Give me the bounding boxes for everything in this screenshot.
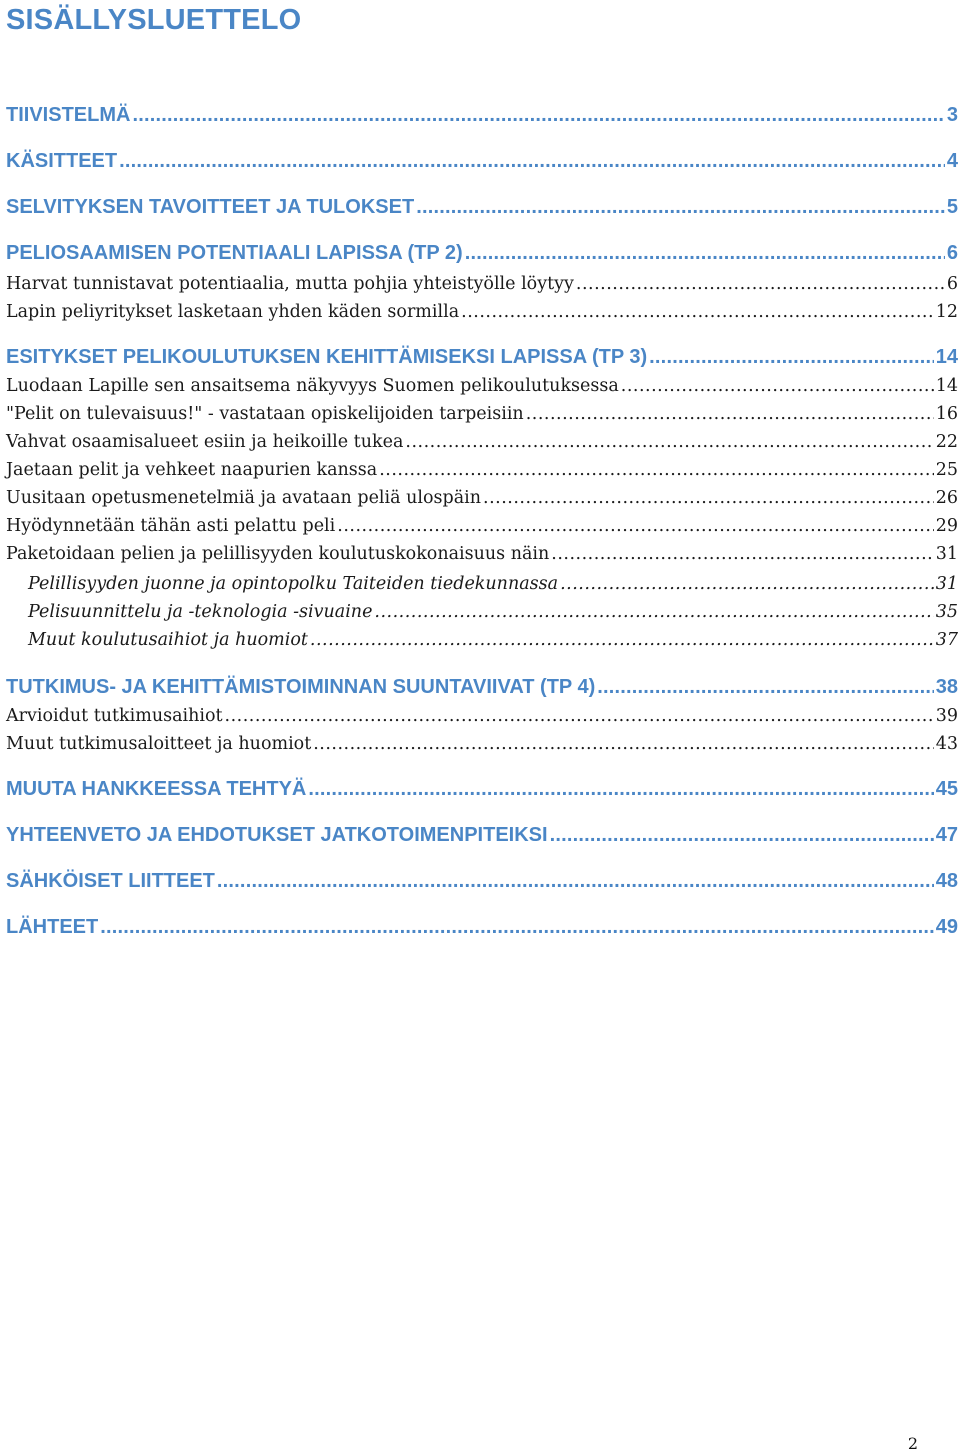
dot-leader [374, 602, 933, 622]
page-title: SISÄLLYSLUETTELO [6, 4, 302, 36]
dot-leader [310, 630, 934, 650]
toc-entry[interactable] [6, 460, 958, 480]
dot-leader [100, 916, 934, 939]
toc-entry-page: 3 [946, 104, 958, 126]
toc-entry[interactable] [6, 104, 958, 127]
toc-entry[interactable] [6, 630, 958, 650]
toc-entry[interactable] [6, 824, 958, 847]
dot-leader [597, 676, 934, 699]
toc-entry[interactable] [6, 516, 958, 536]
toc-entry-page: 29 [935, 516, 958, 536]
toc-entry-label: MUUTA HANKKEESSA TEHTYÄ [6, 778, 307, 800]
toc-entry-label: Jaetaan pelit ja vehkeet naapurien kanssa [6, 460, 378, 480]
toc-entry-label: Paketoidaan pelien ja pelillisyyden koulutuskokonaisuus näin [6, 544, 550, 564]
toc-entry-label: Hyödynnetään tähän asti pelattu peli [6, 516, 336, 536]
toc-entry[interactable] [6, 274, 958, 294]
dot-leader [132, 104, 944, 127]
dot-leader [225, 706, 934, 726]
toc-entry[interactable] [6, 544, 958, 564]
toc-entry-page: 43 [935, 734, 958, 754]
toc-entry[interactable] [6, 302, 958, 322]
toc-entry-label: LÄHTEET [6, 916, 99, 938]
toc-entry-label: TIIVISTELMÄ [6, 104, 131, 126]
toc-entry-page: 38 [935, 676, 958, 698]
dot-leader [551, 544, 933, 564]
toc-entry-label: SELVITYKSEN TAVOITTEET JA TULOKSET [6, 196, 415, 218]
toc-entry[interactable] [6, 778, 958, 801]
toc-entry-label: SÄHKÖISET LIITTEET [6, 870, 215, 892]
dot-leader [465, 242, 945, 265]
dot-leader [313, 734, 933, 754]
toc-entry-label: Uusitaan opetusmenetelmiä ja avataan peliä ulospäin [6, 488, 482, 508]
toc-entry-label: TUTKIMUS- JA KEHITTÄMISTOIMINNAN SUUNTAVIIVAT (TP 4) [6, 676, 596, 698]
dot-leader [379, 460, 934, 480]
toc-entry-page: 5 [946, 196, 958, 218]
toc-entry-page: 14 [935, 376, 958, 396]
toc-entry[interactable] [6, 574, 958, 594]
dot-leader [560, 574, 934, 594]
toc-entry-label: PELIOSAAMISEN POTENTIAALI LAPISSA (TP 2) [6, 242, 463, 264]
toc-entry[interactable] [6, 150, 958, 173]
toc-entry-label: Harvat tunnistavat potentiaalia, mutta pohjia yhteistyölle löytyy [6, 274, 574, 294]
toc-entry-page: 16 [935, 404, 958, 424]
toc-entry[interactable] [6, 242, 958, 265]
toc-entry[interactable] [6, 870, 958, 893]
toc-entry[interactable] [6, 404, 958, 424]
toc-entry-page: 26 [935, 488, 958, 508]
dot-leader [217, 870, 934, 893]
toc-entry-page: 31 [935, 574, 958, 594]
toc-entry[interactable] [6, 196, 958, 219]
dot-leader [405, 432, 933, 452]
toc-entry-label: YHTEENVETO JA EHDOTUKSET JATKOTOIMENPITEIKSI [6, 824, 548, 846]
toc-entry-page: 6 [946, 242, 958, 264]
toc-entry-label: Luodaan Lapille sen ansaitsema näkyvyys Suomen pelikoulutuksessa [6, 376, 619, 396]
toc-entry[interactable] [6, 376, 958, 396]
toc-entry-label: Vahvat osaamisalueet esiin ja heikoille tukea [6, 432, 404, 452]
toc-entry-label: Lapin peliyritykset lasketaan yhden käden sormilla [6, 302, 460, 322]
toc-entry-page: 45 [935, 778, 958, 800]
toc-entry-page: 6 [946, 274, 958, 294]
toc-entry[interactable] [6, 676, 958, 699]
dot-leader [550, 824, 934, 847]
toc-entry[interactable] [6, 734, 958, 754]
toc-entry-page: 39 [935, 706, 958, 726]
toc-entry-page: 49 [935, 916, 958, 938]
toc-entry-label: Pelisuunnittelu ja -teknologia -sivuaine [28, 602, 373, 622]
toc-entry-label: KÄSITTEET [6, 150, 118, 172]
dot-leader [483, 488, 934, 508]
toc-entry-label: Muut koulutusaihiot ja huomiot [28, 630, 308, 650]
toc-entry-label: ESITYKSET PELIKOULUTUKSEN KEHITTÄMISEKSI LAPISSA (TP 3) [6, 346, 648, 368]
dot-leader [308, 778, 933, 801]
toc-entry-page: 48 [935, 870, 958, 892]
toc-entry[interactable] [6, 706, 958, 726]
dot-leader [649, 346, 934, 369]
toc-entry-page: 31 [935, 544, 958, 564]
toc-entry-page: 37 [935, 630, 958, 650]
dot-leader [621, 376, 934, 396]
toc-entry-label: Pelillisyyden juonne ja opintopolku Taiteiden tiedekunnassa [28, 574, 559, 594]
toc-entry-page: 35 [935, 602, 958, 622]
toc-entry[interactable] [6, 916, 958, 939]
dot-leader [461, 302, 934, 322]
toc-entry-label: "Pelit on tulevaisuus!" - vastataan opiskelijoiden tarpeisiin [6, 404, 524, 424]
toc-entry-label: Arvioidut tutkimusaihiot [6, 706, 223, 726]
dot-leader [416, 196, 945, 219]
toc-entry-page: 22 [935, 432, 958, 452]
toc-entry-page: 4 [946, 150, 958, 172]
toc-entry-page: 12 [935, 302, 958, 322]
dot-leader [526, 404, 934, 424]
dot-leader [337, 516, 933, 536]
toc-entry-label: Muut tutkimusaloitteet ja huomiot [6, 734, 312, 754]
toc-entry-page: 47 [935, 824, 958, 846]
toc-entry[interactable] [6, 432, 958, 452]
toc-entry-page: 25 [935, 460, 958, 480]
toc-entry-page: 14 [935, 346, 958, 368]
toc-entry[interactable] [6, 346, 958, 369]
dot-leader [576, 274, 945, 294]
toc-entry[interactable] [6, 602, 958, 622]
page-number: 2 [907, 1434, 918, 1453]
dot-leader [119, 150, 945, 173]
toc-entry[interactable] [6, 488, 958, 508]
